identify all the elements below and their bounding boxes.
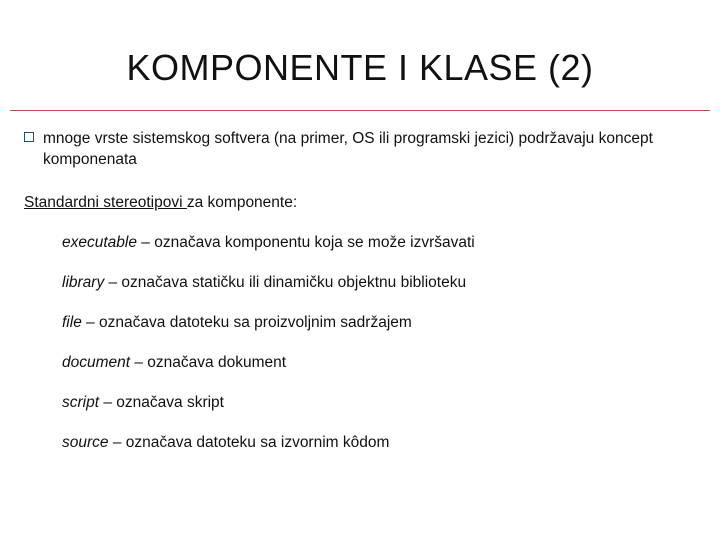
stereotype-term: script [62,394,100,411]
stereotype-description: – označava dokument [130,354,287,371]
bullet-list [24,128,704,170]
stereotype-description: – označava komponentu koja se može izvršavati [136,234,475,251]
bullet-text: mnoge vrste sistemskog softvera (na primer, OS ili programski jezici) podržavaju koncept komponenata [43,130,653,168]
bullet-item [24,128,704,170]
stereotype-term: executable [62,234,137,251]
stereotype-item-file [62,312,702,352]
stereotype-description: – označava datoteku sa izvornim kôdom [108,434,390,451]
stereotype-item-executable [62,232,702,272]
stereotype-item-script [62,392,702,432]
title-divider [10,110,710,111]
stereotype-item-source [62,432,702,472]
stereotype-description: – označava statičku ili dinamičku objektnu biblioteku [104,274,467,291]
stereotypes-heading-rest: za komponente: [186,194,298,211]
stereotype-item-library [62,272,702,312]
stereotype-item-document [62,352,702,392]
slide-title: KOMPONENTE I KLASE (2) [126,47,594,88]
stereotype-term: source [62,434,109,451]
hollow-square-bullet-icon [24,132,34,142]
stereotype-term: library [62,274,105,291]
stereotype-term: file [62,314,82,331]
stereotypes-heading [24,192,297,213]
stereotype-term: document [62,354,131,371]
stereotype-list [62,232,702,472]
stereotypes-heading-underlined: Standardni stereotipovi [24,194,187,211]
stereotype-description: – označava datoteku sa proizvoljnim sadržajem [81,314,412,331]
stereotype-description: – označava skript [99,394,224,411]
